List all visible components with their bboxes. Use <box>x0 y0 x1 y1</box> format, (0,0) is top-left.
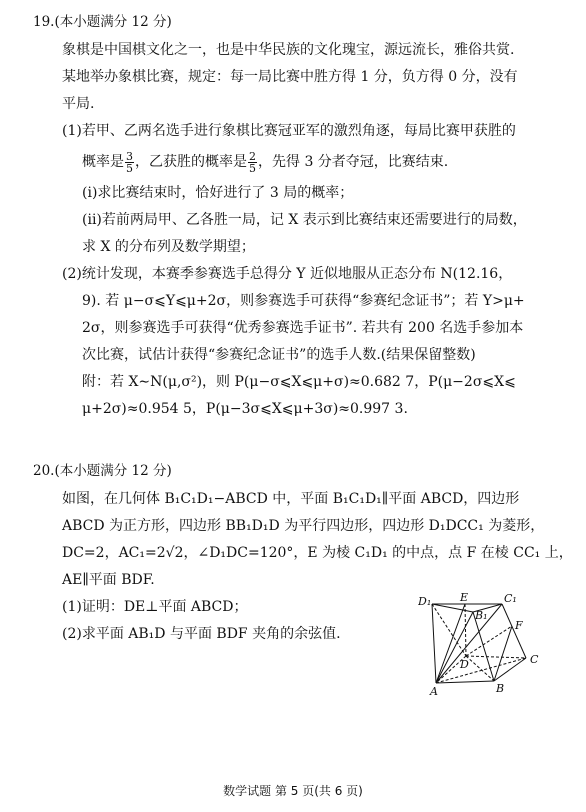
fraction-2-5-numerator: 2 <box>249 149 256 163</box>
segment-e-a <box>436 604 465 683</box>
geometry-figure <box>418 592 548 697</box>
q19-header <box>33 12 172 32</box>
q19-part2-line6: μ+2σ)≈0.954 5，P(μ−3σ⩽X⩽μ+3σ)≈0.997 3. <box>82 401 408 417</box>
q20-line3: DC=2，AC₁=2√2，∠D₁DC=120°，E 为棱 C₁D₁ 的中点，点 F 在棱 CC₁ 上， <box>62 545 573 561</box>
edge-a-b <box>436 681 494 683</box>
q20-line2: ABCD 为正方形，四边形 BB₁D₁D 为平行四边形，四边形 D₁DCC₁ 为菱形， <box>62 518 545 534</box>
hidden-segment-d-f <box>466 626 512 656</box>
q19-part2-line5: 附：若 X∼N(μ,σ²)，则 P(μ−σ⩽X⩽μ+σ)≈0.682 7，P(μ−2σ⩽X⩽ <box>82 374 516 390</box>
label-d: D <box>460 658 469 671</box>
label-b: B <box>496 682 505 695</box>
q19-part1-ii-line2: 求 X 的分布列及数学期望； <box>82 239 255 255</box>
q20-line4: AE∥平面 BDF. <box>62 572 155 588</box>
q19-part1-line1: (1)若甲、乙两名选手进行象棋比赛冠亚军的激烈角逐，每局比赛甲获胜的 <box>62 123 516 139</box>
q19-part2-line4: 次比赛，试估计获得“参赛纪念证书”的选手人数.(结果保留整数) <box>82 347 476 363</box>
q20-part1: (1)证明：DE⊥平面 ABCD； <box>62 599 248 615</box>
q19-p1b-post: ，先得 3 分者夺冠，比赛结束. <box>258 154 449 170</box>
q19-intro-line2: 某地举办象棋比赛，规定：每一局比赛中胜方得 1 分，负方得 0 分，没有 <box>62 69 518 85</box>
fraction-2-5-denominator: 5 <box>249 161 256 175</box>
edge-d1-b1 <box>432 604 473 612</box>
page-footer: 数学试题 第 5 页(共 6 页) <box>223 784 363 798</box>
label-a: A <box>430 685 438 697</box>
q19-intro-line1: 象棋是中国棋文化之一，也是中华民族的文化瑰宝，源远流长，雅俗共赏. <box>62 42 515 58</box>
q20-score: (本小题满分 12 分) <box>54 463 172 479</box>
q19-number: 19. <box>33 14 55 30</box>
label-c: C <box>530 653 539 666</box>
q19-part2-line2: 9). 若 μ−σ⩽Y⩽μ+2σ，则参赛选手可获得“参赛纪念证书”；若 Y>μ+ <box>82 293 525 309</box>
q20-header <box>33 461 172 481</box>
segment-c1-a <box>436 604 502 683</box>
q19-part1-i: (i)求比赛结束时，恰好进行了 3 局的概率； <box>82 185 354 201</box>
q19-part2-line3: 2σ，则参赛选手可获得“优秀参赛选手证书”. 若共有 200 名选手参加本 <box>82 320 524 336</box>
q19-intro-line3: 平局. <box>62 96 95 112</box>
q20-number: 20. <box>33 463 55 479</box>
q19-p1b-pre: 概率是 <box>82 154 124 170</box>
label-b1: B₁ <box>475 609 488 622</box>
label-c1: C₁ <box>504 592 517 605</box>
q20-part2: (2)求平面 AB₁D 与平面 BDF 夹角的余弦值. <box>62 626 341 642</box>
fraction-2-5 <box>248 151 257 174</box>
q20-line1: 如图，在几何体 B₁C₁D₁−ABCD 中，平面 B₁C₁D₁∥平面 ABCD，四边形 <box>62 491 520 507</box>
q19-p1b-mid: ，乙获胜的概率是 <box>135 154 247 170</box>
label-f: F <box>515 619 523 632</box>
edge-d1-a <box>432 604 436 683</box>
q19-score: (本小题满分 12 分) <box>54 14 172 30</box>
fraction-3-5 <box>125 151 134 174</box>
q19-part1-ii-line1: (ii)若前两局甲、乙各胜一局，记 X 表示到比赛结束还需要进行的局数， <box>82 212 527 228</box>
q19-part1-line2 <box>82 150 448 174</box>
segment-f-b <box>494 626 512 681</box>
fraction-3-5-denominator: 5 <box>126 161 133 175</box>
label-e: E <box>460 592 469 604</box>
hidden-edge-d-c <box>466 656 526 658</box>
edge-b-c <box>494 658 526 681</box>
fraction-3-5-numerator: 3 <box>126 149 133 163</box>
edge-b1-a <box>436 612 473 683</box>
q19-part2-line1: (2)统计发现，本赛季参赛选手总得分 Y 近似地服从正态分布 N(12.16， <box>62 266 513 282</box>
label-d1: D₁ <box>418 595 432 608</box>
edge-b1-b <box>473 612 494 681</box>
